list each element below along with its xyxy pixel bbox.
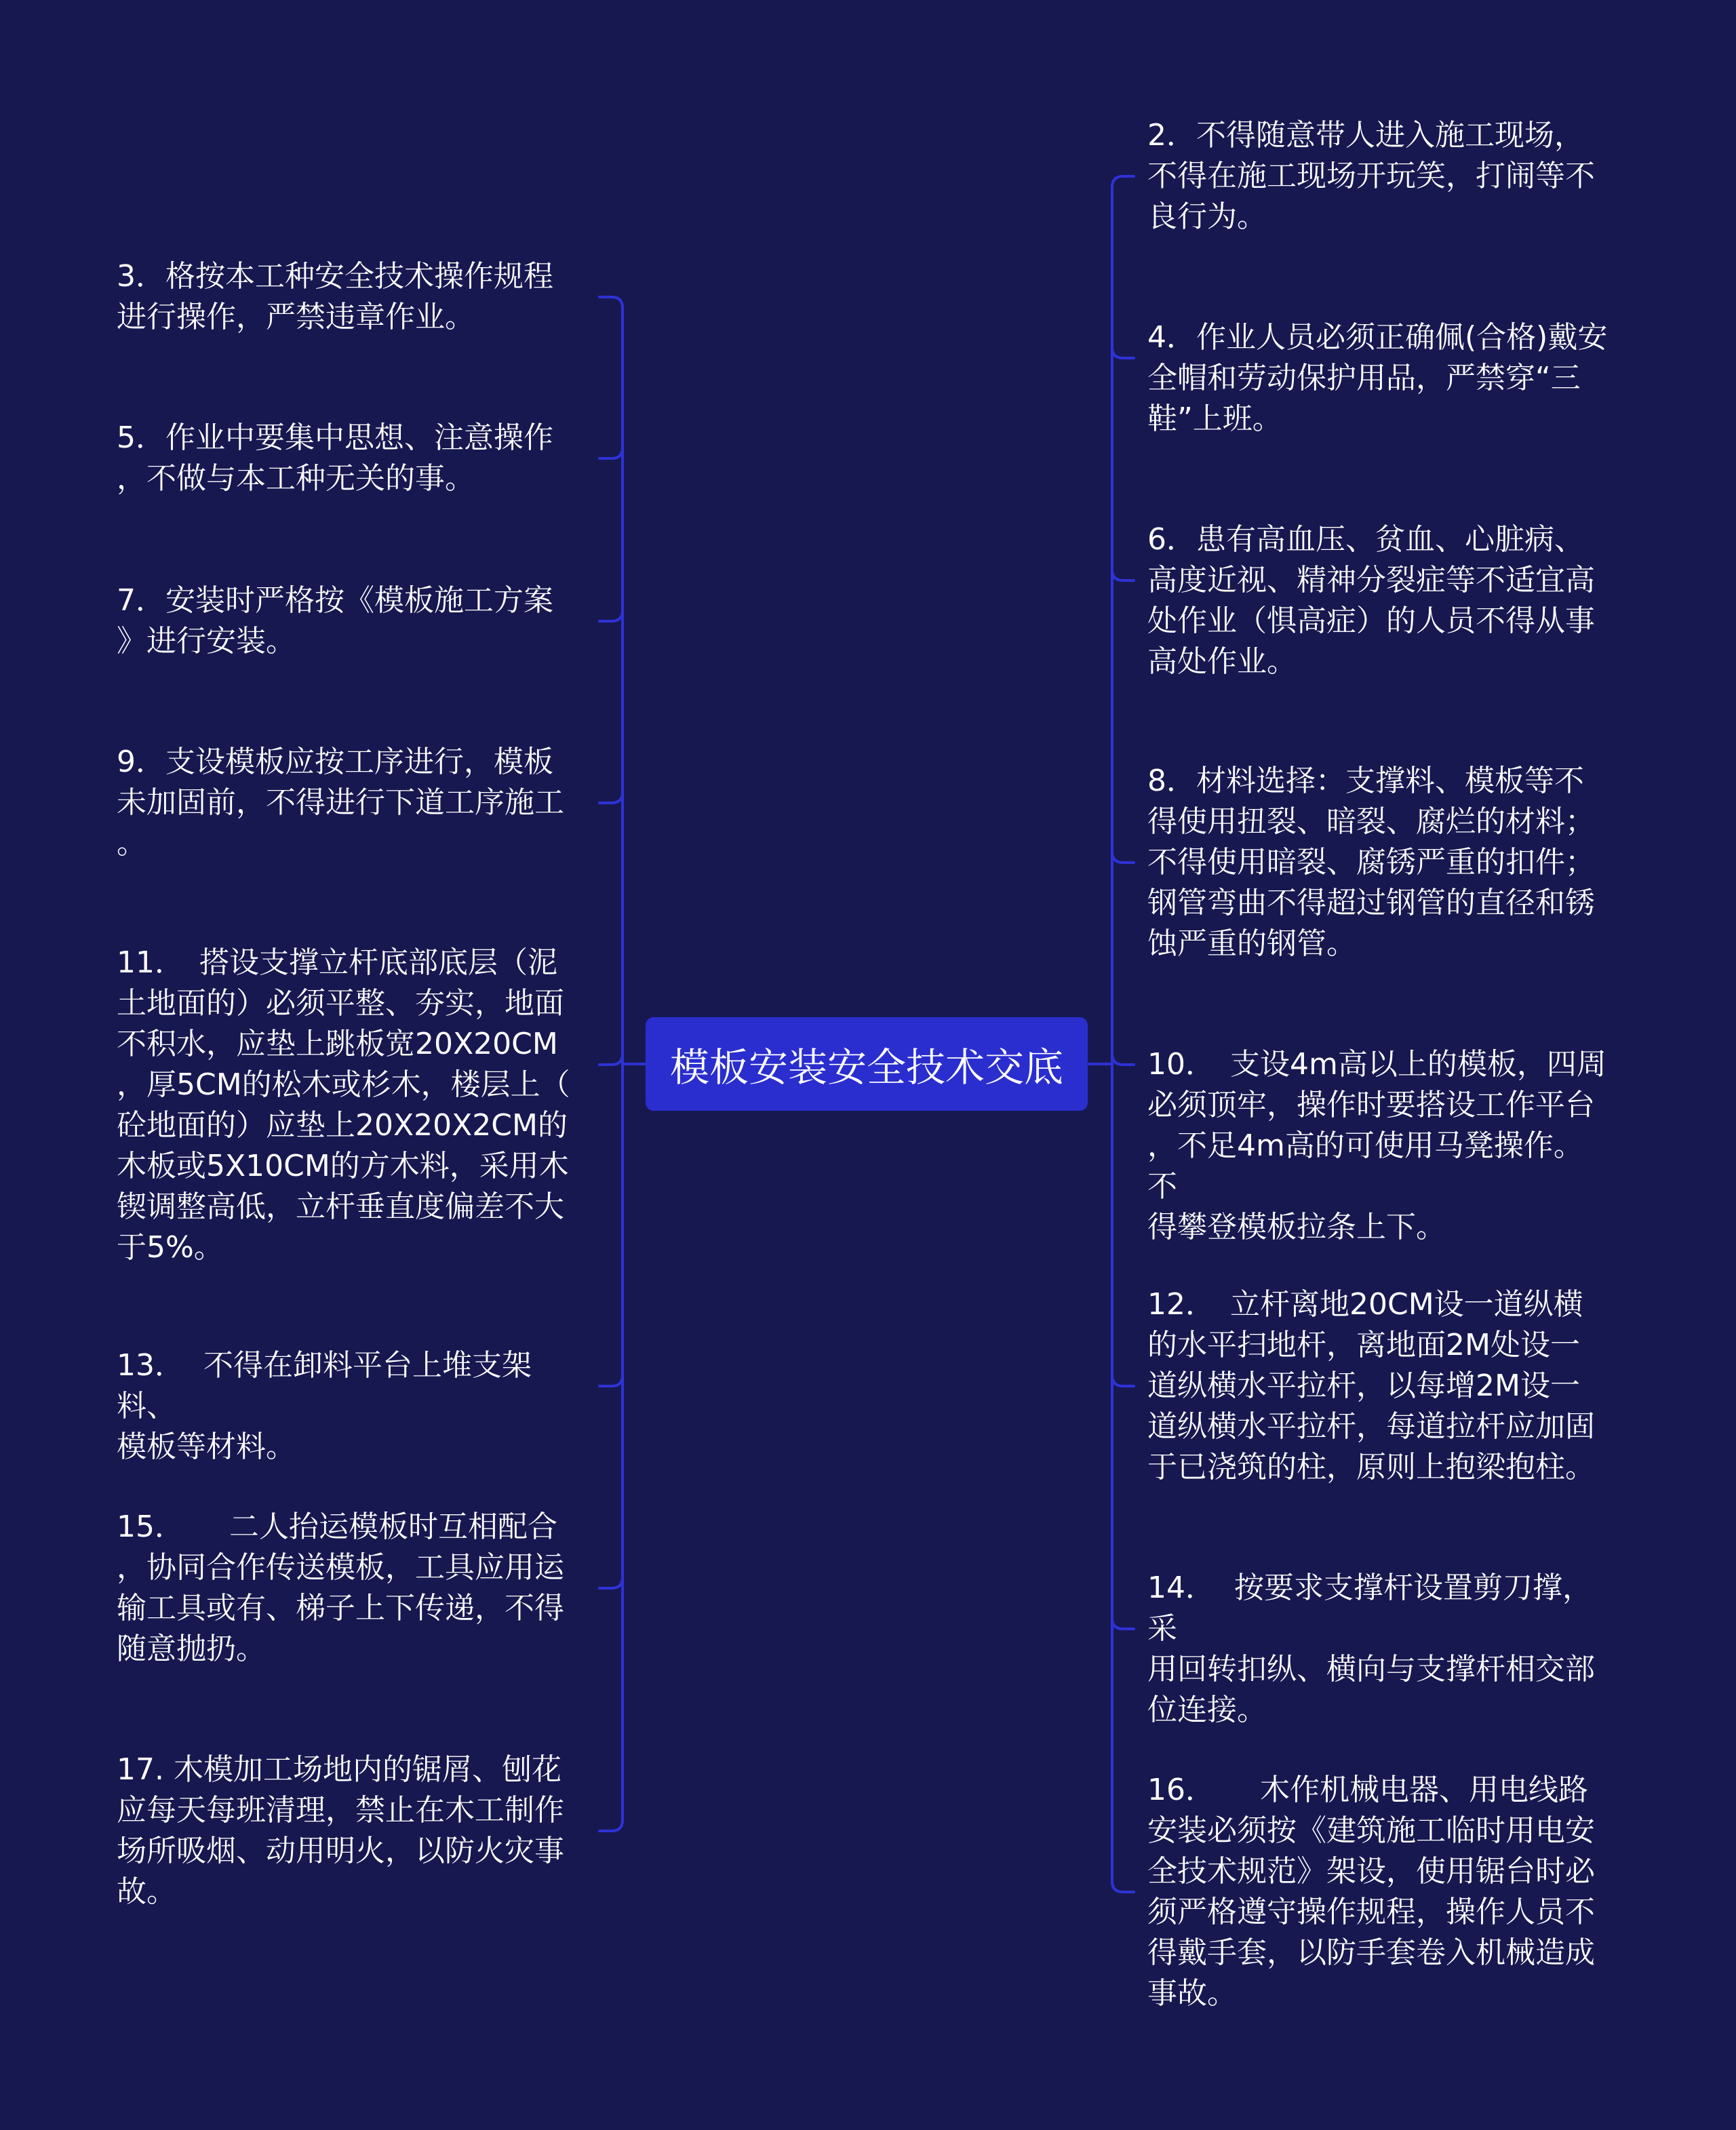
connector-right-branch [1112, 1881, 1134, 1892]
left-item-3[interactable]: 3．格按本工种安全技术操作规程 进行操作，严禁违章作业。 [117, 259, 553, 334]
connector-left-branch [599, 1375, 623, 1386]
right-item-10[interactable]: 10． 支设4m高以上的模板，四周 必须顶牢，操作时要搭设工作平台 ，不足4m高的可使用马凳操作。不 得攀登模板拉条上下。 [1147, 1047, 1606, 1244]
connector-left-branch [599, 792, 623, 803]
connector-right-branch [1112, 176, 1134, 187]
left-item-17[interactable]: 17. 木模加工场地内的锯屑、刨花 应每天每班清理，禁止在木工制作 场所吸烟、动用明火，以防火灾事 故。 [117, 1752, 564, 1909]
right-item-12[interactable]: 12． 立杆离地20CM设一道纵横 的水平扫地杆，离地面2M处设一 道纵横水平拉杆，以每增2M设一 道纵横水平拉杆，每道拉杆应加固 于已浇筑的柱，原则上抱梁抱柱。 [1147, 1287, 1595, 1484]
left-item-9[interactable]: 9．支设模板应按工序进行，模板 未加固前，不得进行下道工序施工 。 [117, 745, 564, 861]
connector-right-branch [1112, 1618, 1134, 1629]
left-item-13[interactable]: 13． 不得在卸料平台上堆支架料、 模板等材料。 [117, 1348, 532, 1464]
connector-left-branch [599, 1820, 623, 1831]
connector-left-branch [599, 448, 623, 458]
connector-right-branch [1112, 1375, 1134, 1386]
connector-left-branch [599, 297, 623, 308]
right-item-6[interactable]: 6．患有高血压、贫血、心脏病、 高度近视、精神分裂症等不适宜高 处作业（惧高症）的人员不得从事 高处作业。 [1147, 522, 1595, 679]
right-item-4[interactable]: 4．作业人员必须正确佩(合格)戴安 全帽和劳动保护用品，严禁穿“三 鞋”上班。 [1147, 320, 1608, 436]
connector-right-branch [1112, 347, 1134, 358]
right-item-14[interactable]: 14． 按要求支撑杆设置剪刀撑，采 用回转扣纵、横向与支撑杆相交部 位连接。 [1147, 1571, 1595, 1727]
left-item-15[interactable]: 15． 二人抬运模板时互相配合 ，协同合作传送模板，工具应用运 输工具或有、梯子上下传递，不得 随意抛扔。 [117, 1510, 564, 1666]
left-item-11[interactable]: 11． 搭设支撑立杆底部底层（泥 土地面的）必须平整、夯实，地面 不积水，应垫上跳板宽20X20CM ，厚5CM的松木或杉木，楼层上（ 砼地面的）应垫上20X20X2CM的 木板或5X10CM的方木料，采用木 锲调整高低，立杆垂直度偏差不大 于5%。 [117, 945, 570, 1265]
right-item-8[interactable]: 8．材料选择：支撑料、模板等不 得使用扭裂、暗裂、腐烂的材料； 不得使用暗裂、腐锈严重的扣件； 钢管弯曲不得超过钢管的直径和锈 蚀严重的钢管。 [1147, 764, 1595, 961]
right-item-16[interactable]: 16． 木作机械电器、用电线路 安装必须按《建筑施工临时用电安 全技术规范》架设，使用锯台时必 须严格遵守操作规程，操作人员不 得戴手套，以防手套卷入机械造成 事故。 [1147, 1773, 1595, 2011]
connector-right-branch [1112, 570, 1134, 580]
connector-left-branch [599, 1577, 623, 1588]
root-topic[interactable]: 模板安装安全技术交底 [646, 1017, 1088, 1111]
connector-left-branch [599, 610, 623, 621]
connector-right-branch [1112, 1054, 1134, 1065]
left-item-7[interactable]: 7．安装时严格按《模板施工方案 》进行安装。 [117, 583, 553, 658]
left-item-5[interactable]: 5．作业中要集中思想、注意操作 ，不做与本工种无关的事。 [117, 420, 553, 496]
connector-left-branch [599, 1054, 623, 1065]
connector-right-branch [1112, 852, 1134, 863]
right-item-2[interactable]: 2．不得随意带人进入施工现场， 不得在施工现场开玩笑，打闹等不 良行为。 [1147, 118, 1595, 234]
